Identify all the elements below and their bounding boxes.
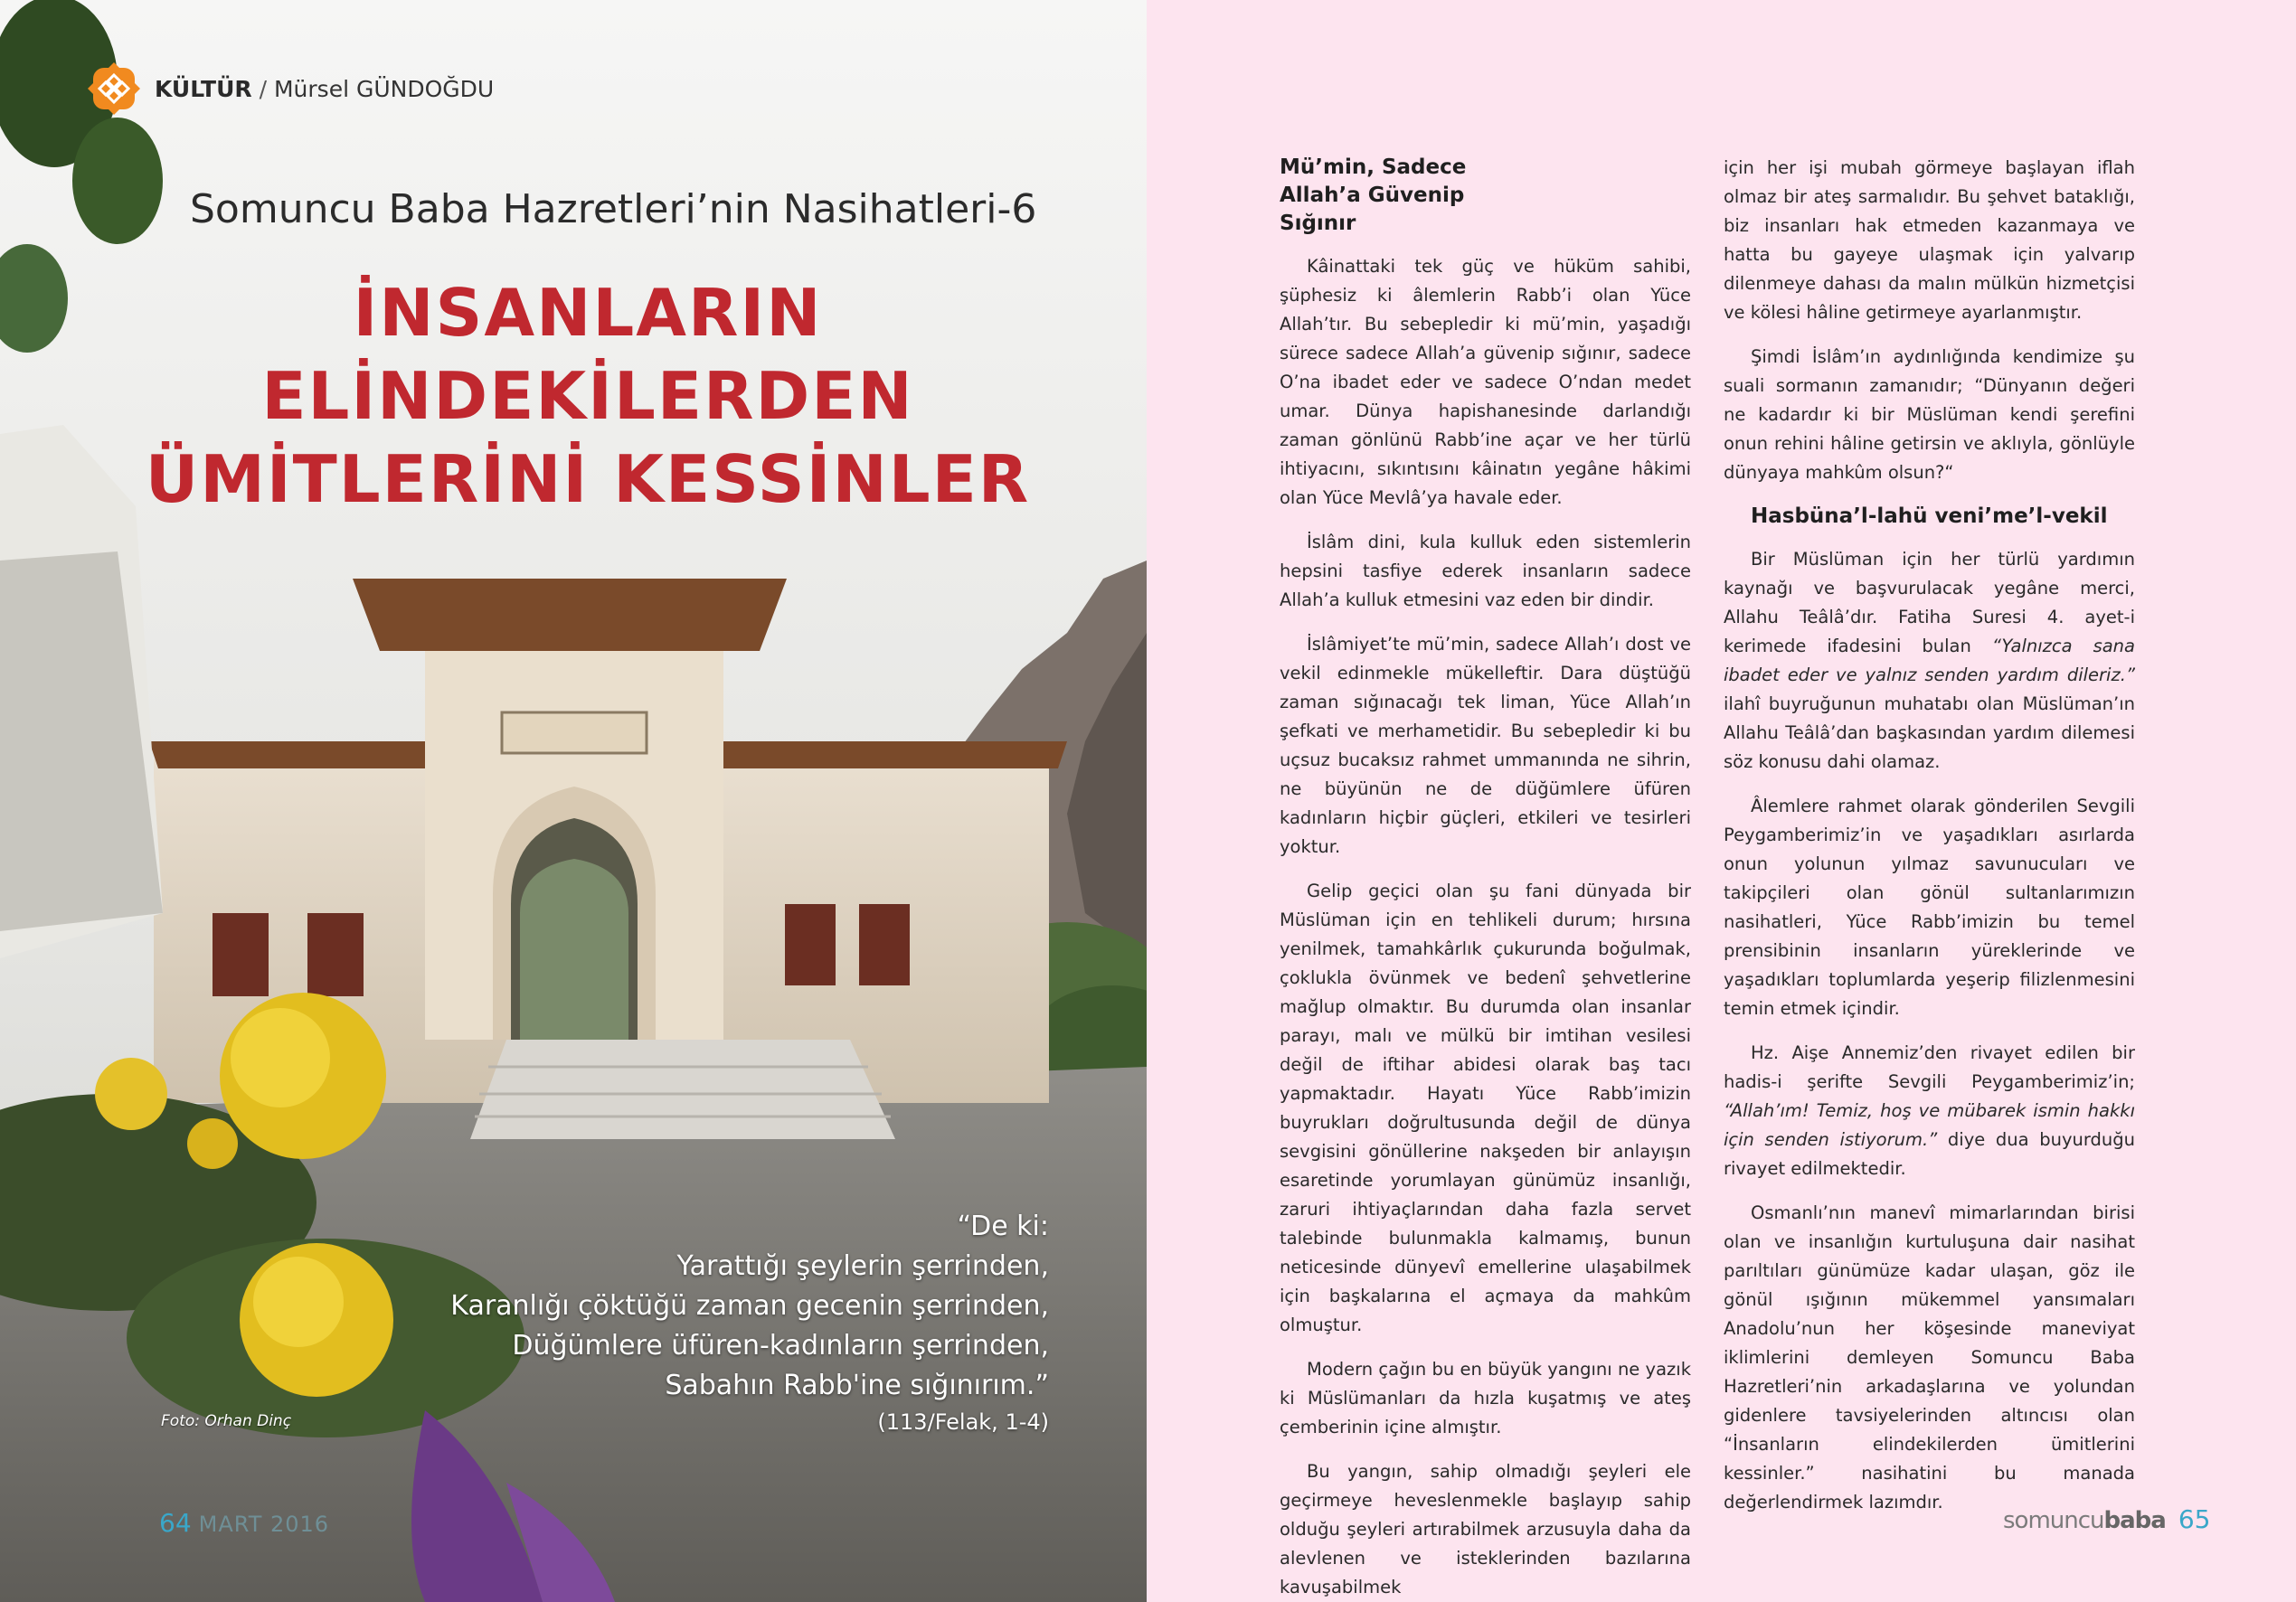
text-run: Hz. Aişe Annemiz’den rivayet edilen bir hadis-i şerifte Sevgili Peygamberimiz’in; [1724, 1042, 2135, 1092]
text-run: Bir Müslüman için her türlü yardımın kaynağı ve başvurulacak yegâne merci, Allahu Teâlâ’dır. Fatiha Suresi 4. ayet-i kerimede ifadesini bulan [1724, 549, 2135, 656]
text-column-1 [1280, 154, 1691, 1602]
paragraph: Osmanlı’nın manevî mimarlarından birisi olan ve insanlığın kurtuluşuna dair nasihat parıltıları günümüze kadar ulaşan, göz ile gönül ışığının mükemmel yansımaları Anadolu’nun her köşesinde maneviyat iklimlerini demleyen Somuncu Baba Hazretleri’nin arkadaşlarına ve yolundan gidenlere tavsiyelerinden altıncısı olan “İnsanların elindekilerden ümitlerini kessinler.” nasihatini bu manada değerlendirmek lazımdır. [1724, 1202, 2135, 1512]
text-run: diye dua buyurduğu rivayet edilmektedir. [1724, 1129, 2135, 1179]
text-run: ilahî buyruğunun muhatabı olan Müslüman’ın Allahu Teâlâ’dan başkasından yardım dilemesi söz konusu dahi olamaz. [1724, 693, 2135, 772]
paragraph: Modern çağın bu en büyük yangını ne yazık ki Müslümanları da hızla kuşatmış ve ateş çemberinin içine almıştır. [1280, 1359, 1691, 1437]
byline-separator: / [259, 75, 268, 102]
quote-line: “De ki: [957, 1211, 1049, 1242]
title-line: İNSANLARIN [353, 275, 823, 351]
right-page [1147, 0, 2296, 1602]
title-line: ÜMİTLERİNİ KESSİNLER [145, 441, 1031, 517]
photo-credit: Foto: Orhan Dinç [161, 1412, 292, 1430]
section-byline [155, 76, 494, 102]
text-column-2 [1724, 154, 2135, 1532]
paragraph: Gelip geçici olan şu fani dünyada bir Müslüman için en tehlikeli durum; hırsına yenilmek, tamahkârlık çukurunda boğulmak, çoklukla övünmek ve bedenî şehvetlerine mağlup olmaktır. Bu durumda olan insanlar parayı, malı ve mülkü bir imtihan vesilesi değil de iftihar abidesi olarak baş tacı yapmaktadır. Hayatı Yüce Rabb’imizin buyrukları doğrultusunda değil de dünya sevgisini gönüllerine nakşeden bir anlayışın esaretinde yorumlayan günümüz insanlığı, zaruri ihtiyaçlarından daha fazla servet talebinde bulunmakla kalmamış, bunun neticesinde dünyevî emellerine ulaşabilmek için başkalarına el açmaya da mahkûm olmuştur. [1280, 881, 1691, 1335]
quote-line: Düğümlere üfüren-kadınların şerrinden, [512, 1330, 1049, 1362]
folio-right [2003, 1504, 2210, 1534]
quote-line: Karanlığı çöktüğü zaman gecenin şerrinden, [450, 1290, 1049, 1322]
paragraph: İslâmiyet’te mü’min, sadece Allah’ı dost ve vekil edinmekle mükelleftir. Dara düştüğü zaman sığınacağı tek liman, Yüce Allah’ın şefkati ve merhametidir. Bu sebepledir ki bu uçsuz bucaksız rahmet ummanında ne sihrin, ne büyünün ne de düğümlere üfüren kadınların hiçbir güçleri, etkileri ve tesirleri yoktur. [1280, 634, 1691, 857]
issue-month: MART 2016 [198, 1512, 330, 1537]
paragraph: Kâinattaki tek güç ve hüküm sahibi, şüphesiz ki âlemlerin Rabb’i olan Yüce Allah’tır. Bu sebepledir ki mü’min, yaşadığı sürece sadece Allah’a güvenip sığınır, sadece O’na ibadet eder ve sadece O’ndan medet umar. Dünya hapishanesinde darlandığı zaman gönlünü Rabb’ine açar ve her türlü ihtiyacını, sıkıntısını kâinatın yegâne hâkimi olan Yüce Mevlâ’ya havale eder. [1280, 256, 1691, 508]
page-number-left: 64 [159, 1508, 192, 1538]
quoted-hadith: “Allah’ım! Temiz, hoş ve mübarek ismin hakkı için senden istiyorum.” [1724, 1100, 2135, 1150]
paragraph: için her işi mubah görmeye başlayan iflah olmaz bir ateş sarmalıdır. Bu şehvet bataklığı, biz insanları hak etmeden kazanmaya ve hatta bu gayeye ulaşmak için yalvarıp dilenmeye dahası da malın mülkün hizmetçisi ve kölesi hâline getirmeye ayarlanmıştır. [1724, 157, 2135, 323]
paragraph: Şimdi İslâm’ın aydınlığında kendimize şu suali sormanın zamanıdır; “Dünyanın değeri ne kadardır ki bir Müslüman kendi şerefini onun rehini hâline getirsin ve aklıyla, gönlüyle dünyaya mahkûm olsun?“ [1724, 346, 2135, 483]
brand-part: baba [2103, 1507, 2166, 1534]
page-number-right: 65 [2178, 1504, 2211, 1534]
verse-quote [416, 1207, 1049, 1438]
quote-line: Yarattığı şeylerin şerrinden, [676, 1250, 1049, 1282]
section-name: KÜLTÜR [155, 75, 252, 102]
title-line: ELİNDEKİLERDEN [261, 358, 914, 434]
paragraph: Âlemlere rahmet olarak gönderilen Sevgili Peygamberimiz’in ve yaşadıkları asırlarda onun yolunun yılmaz savunucuları ve takipçileri olan gönül sultanlarımızın nasihatleri, Yüce Rabb’imizin bu temel prensibinin insanların yüreklerinde ve yaşadıkları toplumlarda yeşerip filizlenmesini temin etmek içindir. [1724, 796, 2135, 1019]
section-heading: Mü’min, Sadece Allah’a Güvenip Sığınır [1280, 155, 1467, 235]
brand-part: somuncu [2003, 1507, 2104, 1534]
author-name: Mürsel GÜNDOĞDU [273, 75, 495, 102]
article-title [136, 271, 1040, 521]
paragraph [1724, 1039, 2135, 1183]
paragraph: İslâm dini, kula kulluk eden sistemlerin hepsini tasfiye ederek insanların sadece Allah’a kulluk etmesini vaz eden bir dindir. [1280, 532, 1691, 610]
section-heading: Hasbüna’l-lahü veni’me’l-vekil [1751, 504, 2108, 528]
quote-source: (113/Felak, 1-4) [877, 1409, 1049, 1435]
quoted-verse: “Yalnızca sana ibadet eder ve yalnız senden yardım dileriz.” [1724, 636, 2135, 685]
left-page [0, 0, 1147, 1602]
paragraph: Bu yangın, sahip olmadığı şeyleri ele geçirmeye heveslenmekle başlayıp sahip olduğu şeyleri artırabilmek arzusuyla daha da alevlenen ve isteklerinden bazılarına kavuşabilmek [1280, 1461, 1691, 1597]
article-subtitle: Somuncu Baba Hazretleri’nin Nasihatleri-6 [190, 186, 1037, 232]
paragraph [1724, 545, 2135, 777]
folio-left [159, 1508, 329, 1538]
kultur-badge-icon [86, 61, 142, 117]
section-header [86, 63, 494, 114]
quote-line: Sabahın Rabb'ine sığınırım.” [665, 1370, 1049, 1401]
magazine-brand [2003, 1507, 2166, 1534]
